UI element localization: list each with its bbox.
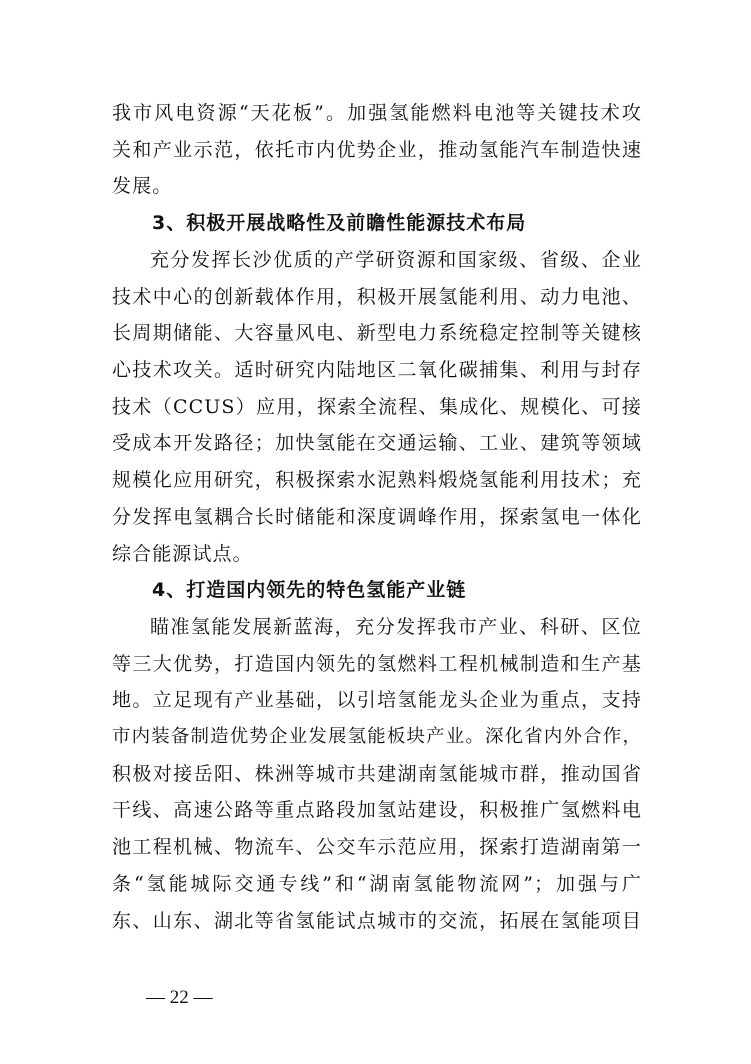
text-line: 东、山东、湖北等省氢能试点城市的交流，拓展在氢能项目 bbox=[112, 909, 642, 932]
text-line: 技术中心的创新载体作用，积极开展氢能利用、动力电池、 bbox=[112, 285, 642, 308]
text-line: 心技术攻关。适时研究内陆地区二氧化碳捕集、利用与封存 bbox=[112, 359, 642, 382]
text-line: 充分发挥长沙优质的产学研资源和国家级、省级、企业 bbox=[150, 249, 642, 271]
text-line: 池工程机械、物流车、公交车示范应用，探索打造湖南第一 bbox=[112, 836, 642, 859]
text-line: 受成本开发路径；加快氢能在交通运输、工业、建筑等领域 bbox=[112, 432, 642, 455]
paragraph-1 bbox=[112, 95, 642, 205]
paragraph-2 bbox=[112, 242, 642, 572]
text-line: 瞄准氢能发展新蓝海，充分发挥我市产业、科研、区位 bbox=[150, 616, 642, 638]
section-heading-4: 4、打造国内领先的特色氢能产业链 bbox=[152, 579, 467, 601]
text-line: 长周期储能、大容量风电、新型电力系统稳定控制等关键核 bbox=[112, 322, 642, 345]
paragraph-3 bbox=[112, 609, 642, 939]
text-line: 规模化应用研究，积极探索水泥熟料煅烧氢能利用技术；充 bbox=[112, 469, 642, 492]
page-number: — 22 — bbox=[146, 987, 213, 1008]
text-line: 分发挥电氢耦合长时储能和深度调峰作用，探索氢电一体化 bbox=[112, 505, 642, 528]
text-line: 等三大优势，打造国内领先的氢燃料工程机械制造和生产基 bbox=[112, 652, 642, 675]
text-line: 干线、高速公路等重点路段加氢站建设，积极推广氢燃料电 bbox=[112, 799, 642, 822]
text-line: 技术（CCUS）应用，探索全流程、集成化、规模化、可接 bbox=[112, 395, 642, 418]
text-line: 地。立足现有产业基础，以引培氢能龙头企业为重点，支持 bbox=[112, 689, 642, 712]
section-heading-3: 3、积极开展战略性及前瞻性能源技术布局 bbox=[152, 212, 527, 234]
text-line: 积极对接岳阳、株洲等城市共建湖南氢能城市群，推动国省 bbox=[112, 762, 642, 785]
text-line: 综合能源试点。 bbox=[112, 542, 253, 565]
text-line: 发展。 bbox=[112, 175, 173, 198]
text-line: 条“氢能城际交通专线”和“湖南氢能物流网”；加强与广 bbox=[112, 872, 642, 895]
text-line: 市内装备制造优势企业发展氢能板块产业。深化省内外合作， bbox=[112, 726, 642, 748]
text-line: 关和产业示范，依托市内优势企业，推动氢能汽车制造快速 bbox=[112, 138, 642, 161]
text-line: 我市风电资源“天花板”。加强氢能燃料电池等关键技术攻 bbox=[112, 102, 642, 124]
